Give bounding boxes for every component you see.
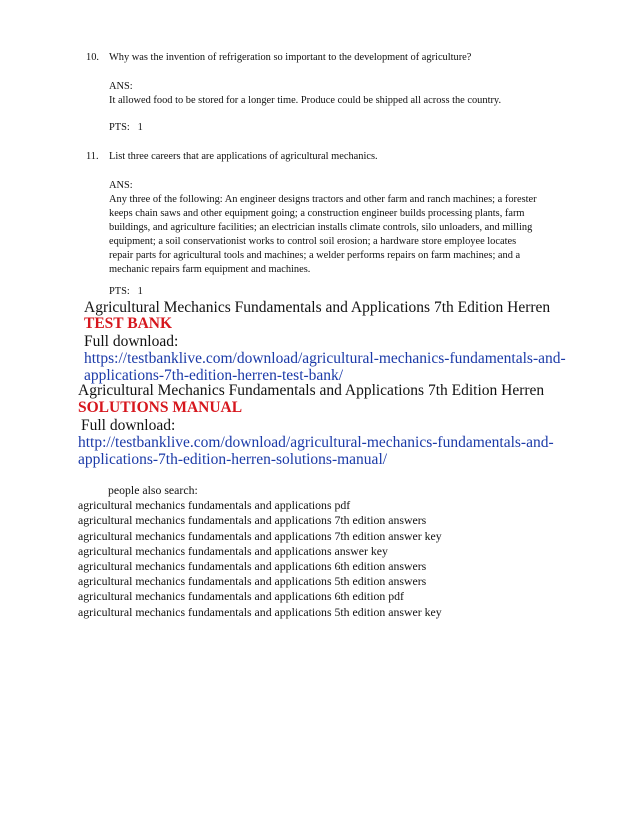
question-text: List three careers that are applications of agricultural mechanics. — [109, 151, 378, 162]
answer-text — [109, 193, 569, 277]
search-item: agricultural mechanics fundamentals and applications 6th edition answers — [78, 559, 427, 574]
test-bank-title: Agricultural Mechanics Fundamentals and Applications 7th Edition Herren — [84, 299, 551, 316]
question-text: Why was the invention of refrigeration so important to the development of agriculture? — [109, 52, 472, 63]
test-bank-link-line1[interactable]: https://testbanklive.com/download/agricultural-mechanics-fundamentals-and- — [84, 350, 566, 367]
points-line: PTS: 1 — [109, 122, 143, 133]
search-item: agricultural mechanics fundamentals and applications 7th edition answer key — [78, 528, 442, 543]
solutions-manual-link-line1[interactable]: http://testbanklive.com/download/agricultural-mechanics-fundamentals-and- — [78, 434, 554, 451]
answer-label: ANS: — [109, 180, 133, 191]
test-bank-link-line2[interactable]: applications-7th-edition-herren-test-bank/ — [84, 367, 344, 384]
solutions-manual-download-label: Full download: — [81, 417, 176, 434]
answer-label: ANS: — [109, 81, 133, 92]
people-also-search — [78, 483, 442, 620]
solutions-manual-label: SOLUTIONS MANUAL — [78, 399, 243, 416]
answer-line: mechanic repairs farm equipment and machines. — [109, 264, 311, 275]
answer-line: Any three of the following: An engineer designs tractors and other farm and ranch machines; a forester — [109, 194, 537, 205]
points-line: PTS: 1 — [109, 286, 143, 297]
answer-line: repair parts for agricultural tools and machines; a welder performs repairs on farm machines; and a — [109, 250, 521, 261]
search-item: agricultural mechanics fundamentals and applications 6th edition pdf — [78, 589, 404, 604]
test-bank-label: TEST BANK — [84, 315, 173, 332]
answer-line: equipment; a soil conservationist works to control soil erosion; a hardware store employee locates — [109, 236, 517, 247]
search-item: agricultural mechanics fundamentals and applications pdf — [78, 498, 351, 513]
search-heading: people also search: — [108, 483, 198, 497]
search-item: agricultural mechanics fundamentals and applications 7th edition answers — [78, 513, 427, 528]
answer-text: It allowed food to be stored for a longer time. Produce could be shipped all across the country. — [109, 95, 502, 106]
question-number: 10. — [86, 52, 99, 63]
search-item: agricultural mechanics fundamentals and applications 5th edition answers — [78, 574, 427, 589]
search-item: agricultural mechanics fundamentals and applications 5th edition answer key — [78, 604, 442, 619]
answer-line: keeps chain saws and other equipment going; a construction engineer builds processing plants, farm — [109, 208, 525, 219]
test-bank-download-label: Full download: — [84, 333, 179, 350]
question-number: 11. — [86, 151, 99, 162]
solutions-manual-link-line2[interactable]: applications-7th-edition-herren-solutions-manual/ — [78, 451, 388, 468]
solutions-manual-title: Agricultural Mechanics Fundamentals and Applications 7th Edition Herren — [78, 382, 545, 399]
search-item: agricultural mechanics fundamentals and applications answer key — [78, 543, 388, 558]
answer-line: buildings, and agriculture facilities; an electrician installs climate controls, silo unloaders, and milling — [109, 222, 533, 233]
